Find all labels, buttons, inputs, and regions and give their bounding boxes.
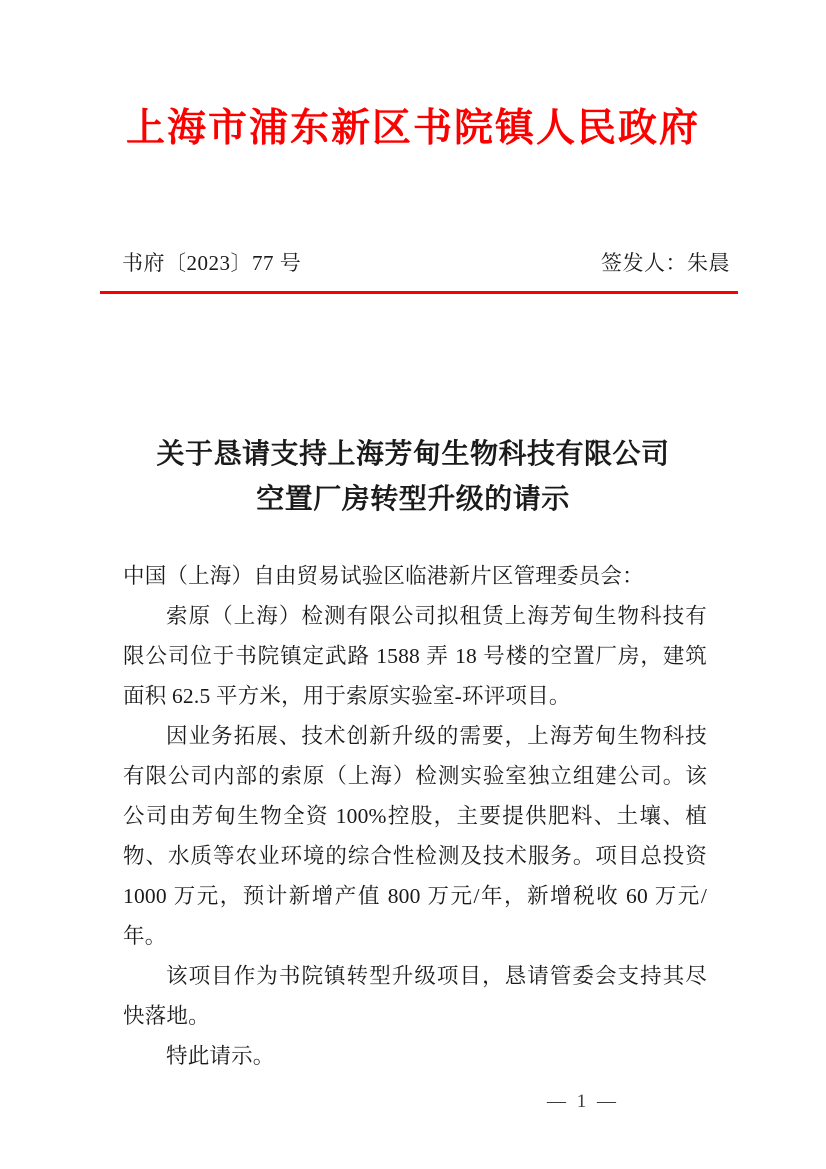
addressee-line: 中国（上海）自由贸易试验区临港新片区管理委员会： [123,564,644,588]
document-title-line-1: 关于恳请支持上海芳甸生物科技有限公司 [156,439,670,470]
document-title-line-2: 空置厂房转型升级的请示 [256,484,570,515]
page-number-value: — 1 — [547,1091,619,1112]
body-paragraph-2: 因业务拓展、技术创新升级的需要，上海芳甸生物科技有限公司内部的索原（上海）检测实验室独立组建公司。该公司由芳甸生物全资 100%控股，主要提供肥料、土壤、植物、水质等农业环境的综合性检测及技术服务。项目总投资 1000 万元，预计新增产值 800 万元/年，新增税收 60 万元/年。 [123,724,707,948]
document-number: 书府〔2023〕77 号 [122,251,302,275]
document-title [113,432,713,522]
document-body [123,556,707,1076]
red-separator-rule [100,291,738,294]
body-paragraph-3: 该项目作为书院镇转型升级项目，恳请管委会支持其尽快落地。 [123,964,707,1028]
government-masthead: 上海市浦东新区书院镇人民政府 [125,107,700,150]
body-paragraph-1: 索原（上海）检测有限公司拟租赁上海芳甸生物科技有限公司位于书院镇定武路 1588 弄 18 号楼的空置厂房，建筑面积 62.5 平方米，用于索原实验室-环评项目。 [123,604,707,708]
body-paragraph-4: 特此请示。 [166,1044,275,1068]
page-number-footer [0,1091,826,1113]
signer-label: 签发人：朱晨 [601,251,730,275]
document-number-row [100,248,738,280]
